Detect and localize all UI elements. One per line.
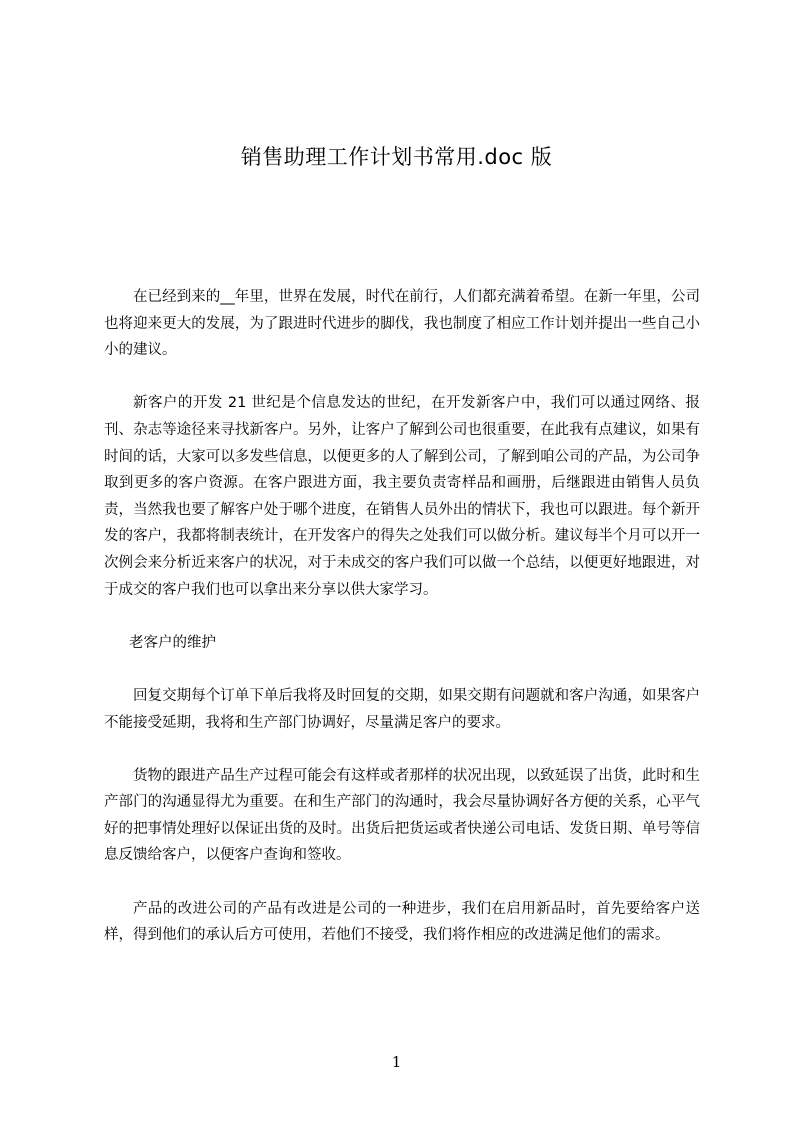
section-heading-old-customers: 老客户的维护 [129,634,216,651]
paragraph-product-improvement: 产品的改进公司的产品有改进是公司的一种进步，我们在启用新品时，首先要给客户送样，得到他们的承认后方可使用，若他们不接受，我们将作相应的改进满足他们的需求。 [104,900,700,944]
paragraph-new-customers: 新客户的开发 21 世纪是个信息发达的世纪，在开发新客户中，我们可以通过网络、报刊、杂志等途径来寻找新客户。另外，让客户了解到公司也很重要，在此我有点建议，如果有时间的话，大家可以多发些信息，以便更多的人了解到公司，了解到咱公司的产品，为公司争取到更多的客户资源。在客户跟进方面，我主要负责寄样品和画册，后继跟进由销售人员负责，当然我也要了解客户处于哪个进度，在销售人员外出的情状下，我也可以跟进。每个新开发的客户，我都将制表统计，在开发客户的得失之处我们可以做分析。建议每半个月可以开一次例会来分析近来客户的状况，对于未成交的客户我们可以做一个总结，以便更好地跟进，对于成交的客户我们也可以拿出来分享以供大家学习。 [104,395,700,598]
page-number: 1 [391,1053,402,1071]
paragraph-intro: 在已经到来的__年里，世界在发展，时代在前行，人们都充满着希望。在新一年里，公司也将迎来更大的发展，为了跟进时代进步的脚伐，我也制度了相应工作计划并提出一些自己小小的建议。 [104,289,700,359]
paragraph-goods-follow-up: 货物的跟进产品生产过程可能会有这样或者那样的状况出现，以致延误了出货，此时和生产部门的沟通显得尤为重要。在和生产部门的沟通时，我会尽量协调好各方便的关系，心平气好的把事情处理好以保证出货的及时。出货后把货运或者快递公司电话、发货日期、单号等信息反馈给客户，以便客户查询和签收。 [104,767,700,864]
document-title: 销售助理工作计划书常用.doc 版 [240,145,553,169]
document-body [104,284,700,975]
paragraph-delivery-reply: 回复交期每个订单下单后我将及时回复的交期，如果交期有问题就和客户沟通，如果客户不能接受延期，我将和生产部门协调好，尽量满足客户的要求。 [104,687,700,731]
